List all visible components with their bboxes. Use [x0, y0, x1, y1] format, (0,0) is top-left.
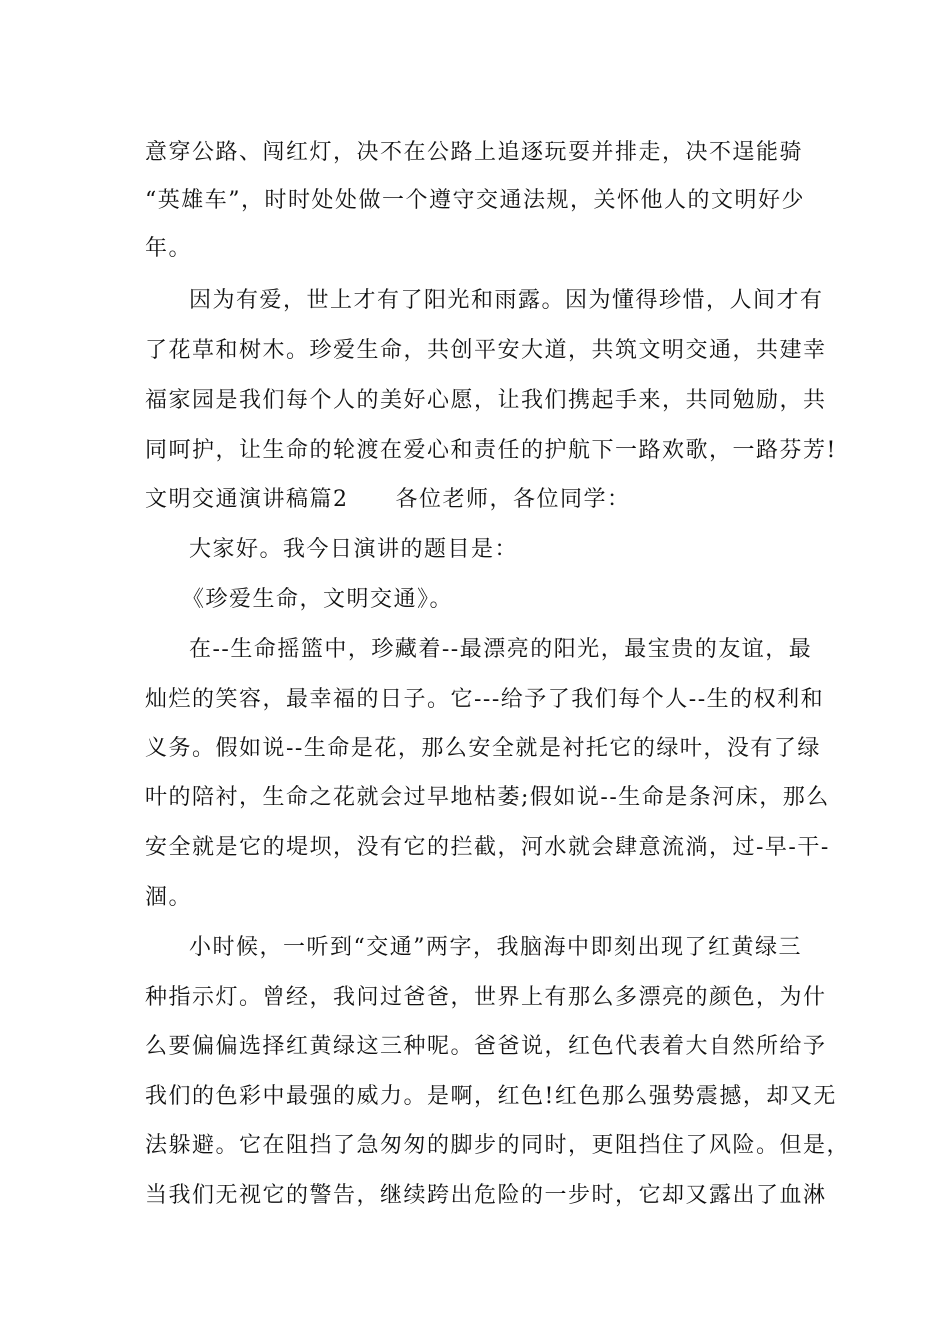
paragraph-start-line: 在--生命摇篮中，珍藏着--最漂亮的阳光，最宝贵的友谊，最	[189, 637, 813, 662]
text-line: 意穿公路、闯红灯，决不在公路上追逐玩耍并排走，决不逞能骑	[145, 140, 804, 165]
text-line: 同呵护，让生命的轮渡在爱心和责任的护航下一路欢歌，一路芬芳!	[145, 438, 837, 463]
text-line: 年。	[145, 236, 193, 261]
text-line: 了花草和树木。珍爱生命，共创平安大道，共筑文明交通，共建幸	[145, 338, 827, 363]
text-line: 灿烂的笑容，最幸福的日子。它---给予了我们每个人--生的权利和	[145, 687, 825, 712]
text-line: 安全就是它的堤坝，没有它的拦截，河水就会肆意流淌，过-早-干-	[145, 835, 830, 860]
text-line: 叶的陪衬，生命之花就会过早地枯萎;假如说--生命是条河床，那么	[145, 785, 830, 810]
text-line: 涸。	[145, 885, 193, 910]
paragraph-start-line: 小时候，一听到“交通”两字，我脑海中即刻出现了红黄绿三	[189, 935, 802, 960]
text-line: 么要偏偏选择红黄绿这三种呢。爸爸说，红色代表着大自然所给予	[145, 1034, 827, 1059]
text-line: 法躲避。它在阻挡了急匆匆的脚步的同时，更阻挡住了风险。但是，	[145, 1133, 851, 1158]
text-line: 我们的色彩中最强的威力。是啊，红色!红色那么强势震撼，却又无	[145, 1084, 837, 1109]
text-line: 福家园是我们每个人的美好心愿，让我们携起手来，共同勉励，共	[145, 388, 827, 413]
paragraph-start-line: 因为有爱，世上才有了阳光和雨露。因为懂得珍惜，人间才有	[189, 288, 824, 313]
text-line: 种指示灯。曾经，我问过爸爸，世界上有那么多漂亮的颜色，为什	[145, 985, 827, 1010]
section-heading-line: 文明交通演讲稿篇2 各位老师，各位同学：	[145, 487, 631, 512]
text-line: 义务。假如说--生命是花，那么安全就是衬托它的绿叶，没有了绿	[145, 736, 821, 761]
text-line: “英雄车”，时时处处做一个遵守交通法规，关怀他人的文明好少	[145, 188, 805, 213]
paragraph-start-line: 大家好。我今日演讲的题目是：	[189, 537, 519, 562]
speech-title-line: 《珍爱生命，文明交通》。	[182, 587, 454, 612]
text-line: 当我们无视它的警告，继续跨出危险的一步时，它却又露出了血淋	[145, 1183, 827, 1208]
